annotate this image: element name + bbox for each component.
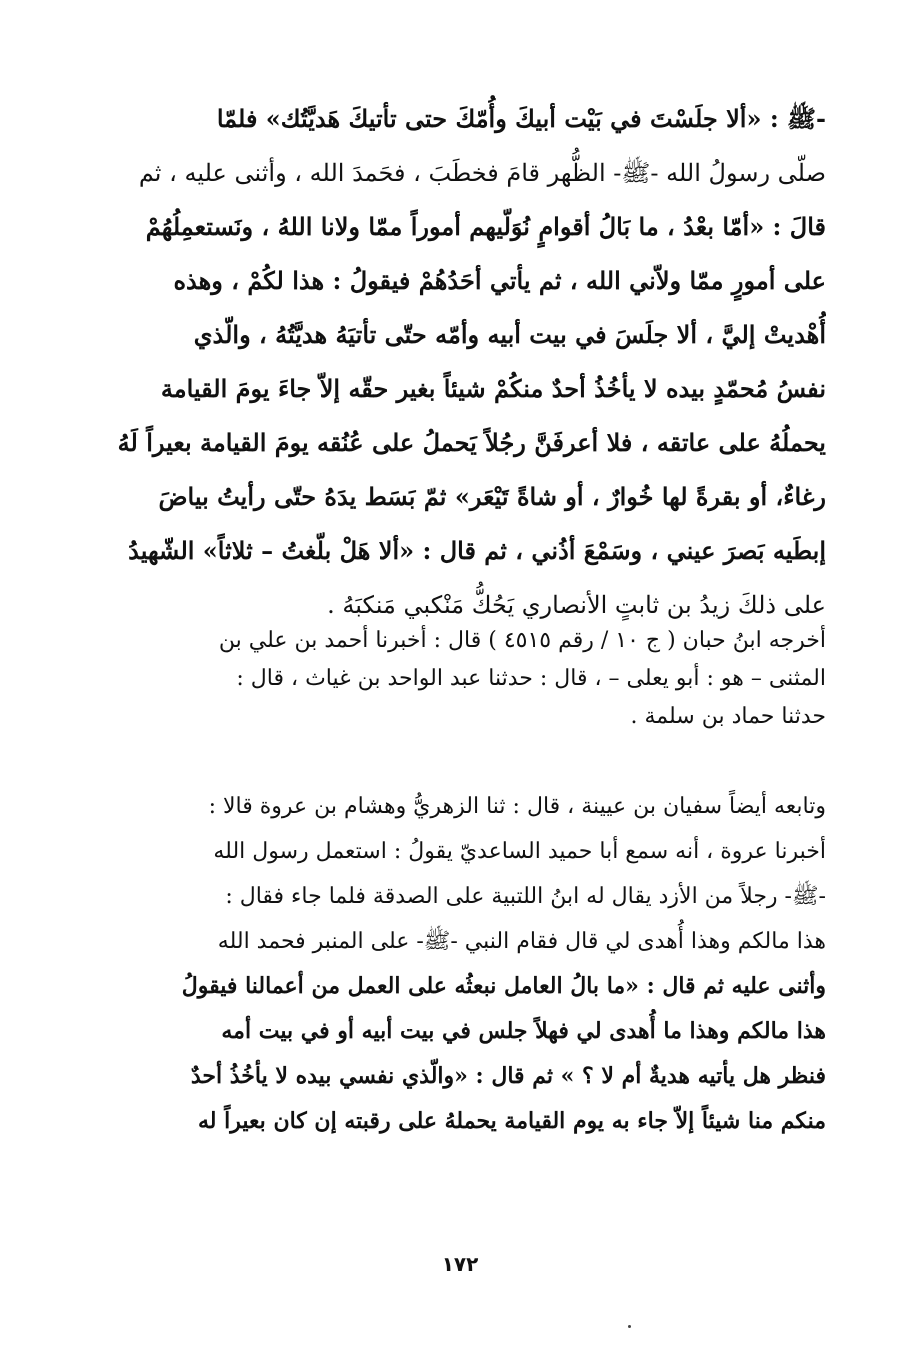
supporting-narration bbox=[96, 784, 826, 1144]
text-line: رغاءٌ، أو بقرةً لها خُوارٌ ، أو شاةً تَيْعَر» ثمّ بَسَط يدَهُ حتّى رأيتُ بياضَ bbox=[158, 482, 826, 511]
page-number: ١٧٢ bbox=[441, 1252, 479, 1276]
text-line: صلّى رسولُ الله -ﷺ- الظُّهر قامَ فخطَبَ ، فحَمدَ الله ، وأثنى عليه ، ثم bbox=[138, 159, 826, 187]
text-line: نفسُ مُحمّدٍ بيده لا يأخُذُ أحدٌ منكُمْ شيئاً بغير حقّه إلاّ جاءَ يومَ القيامة bbox=[160, 374, 826, 403]
hadith-text bbox=[96, 92, 826, 632]
scan-speck bbox=[628, 1325, 631, 1328]
text-line: قالَ : «أمّا بعْدُ ، ما بَالُ أقوامٍ نُوَلّيهم أموراً ممّا ولانا اللهُ ، ونَستعمِلُهُمْ bbox=[145, 212, 826, 241]
text-line: يحملُهُ على عاتقه ، فلا أعرفَنَّ رجُلاً يَحملُ على عُنُقه يومَ القيامة بعيراً لَهُ bbox=[117, 428, 826, 457]
text-line: أُهْديتْ إليَّ ، ألا جلَسَ في بيت أبيه وأمّه حتّى تأتيَهُ هديَّتُهُ ، والّذي bbox=[193, 320, 826, 349]
text-line: هذا مالكم وهذا أُهدى لي قال فقام النبي -ﷺ- على المنبر فحمد الله bbox=[217, 929, 826, 954]
text-line: وأثنى عليه ثم قال : «ما بالُ العامل نبعثُه على العمل من أعمالنا فيقولُ bbox=[181, 973, 826, 999]
text-line: على ذلكَ زيدُ بن ثابتٍ الأنصاري يَحُكُّ مَنْكبي مَنكبَهُ . bbox=[327, 591, 826, 619]
source-citation bbox=[96, 622, 826, 736]
text-line: فنظر هل يأتيه هديةٌ أم لا ؟ » ثم قال : «والّذي نفسي بيده لا يأخُذُ أحدٌ bbox=[190, 1063, 826, 1089]
text-line: -ﷺ- رجلاً من الأزد يقال له ابنُ اللتبية على الصدقة فلما جاء فقال : bbox=[225, 884, 826, 909]
text-line: وتابعه أيضاً سفيان بن عيينة ، قال : ثنا الزهريُّ وهشام بن عروة قالا : bbox=[208, 794, 826, 819]
text-line: أخرجه ابنُ حبان ( ج ١٠ / رقم ٤٥١٥ ) قال : أخبرنا أحمد بن علي بن bbox=[218, 628, 826, 653]
text-line: حدثنا حماد بن سلمة . bbox=[630, 704, 826, 729]
text-line: المثنى – هو : أبو يعلى – ، قال : حدثنا عبد الواحد بن غياث ، قال : bbox=[236, 666, 826, 691]
text-line: أخبرنا عروة ، أنه سمع أبا حميد الساعديّ يقولُ : استعمل رسول الله bbox=[213, 839, 826, 864]
text-line: منكم منا شيئاً إلاّ جاء به يوم القيامة يحملهُ على رقبته إن كان بعيراً له bbox=[198, 1108, 826, 1134]
text-line: على أمورٍ ممّا ولاّني الله ، ثم يأتي أحَدُهُمْ فيقولُ : هذا لكُمْ ، وهذه bbox=[173, 266, 826, 295]
text-line: هذا مالكم وهذا ما أُهدى لي فهلاً جلس في بيت أبيه أو في بيت أمه bbox=[221, 1018, 826, 1044]
text-line: إبطَيه بَصرَ عيني ، وسَمْعَ أذُني ، ثم قال : «ألا هَلْ بلّغتُ – ثلاثاً» الشّهيدُ bbox=[128, 536, 826, 565]
text-line: -ﷺ : «ألا جلَسْتَ في بَيْت أبيكَ وأُمّكَ حتى تأتيكَ هَديَّتُك» فلمّا bbox=[216, 104, 826, 133]
